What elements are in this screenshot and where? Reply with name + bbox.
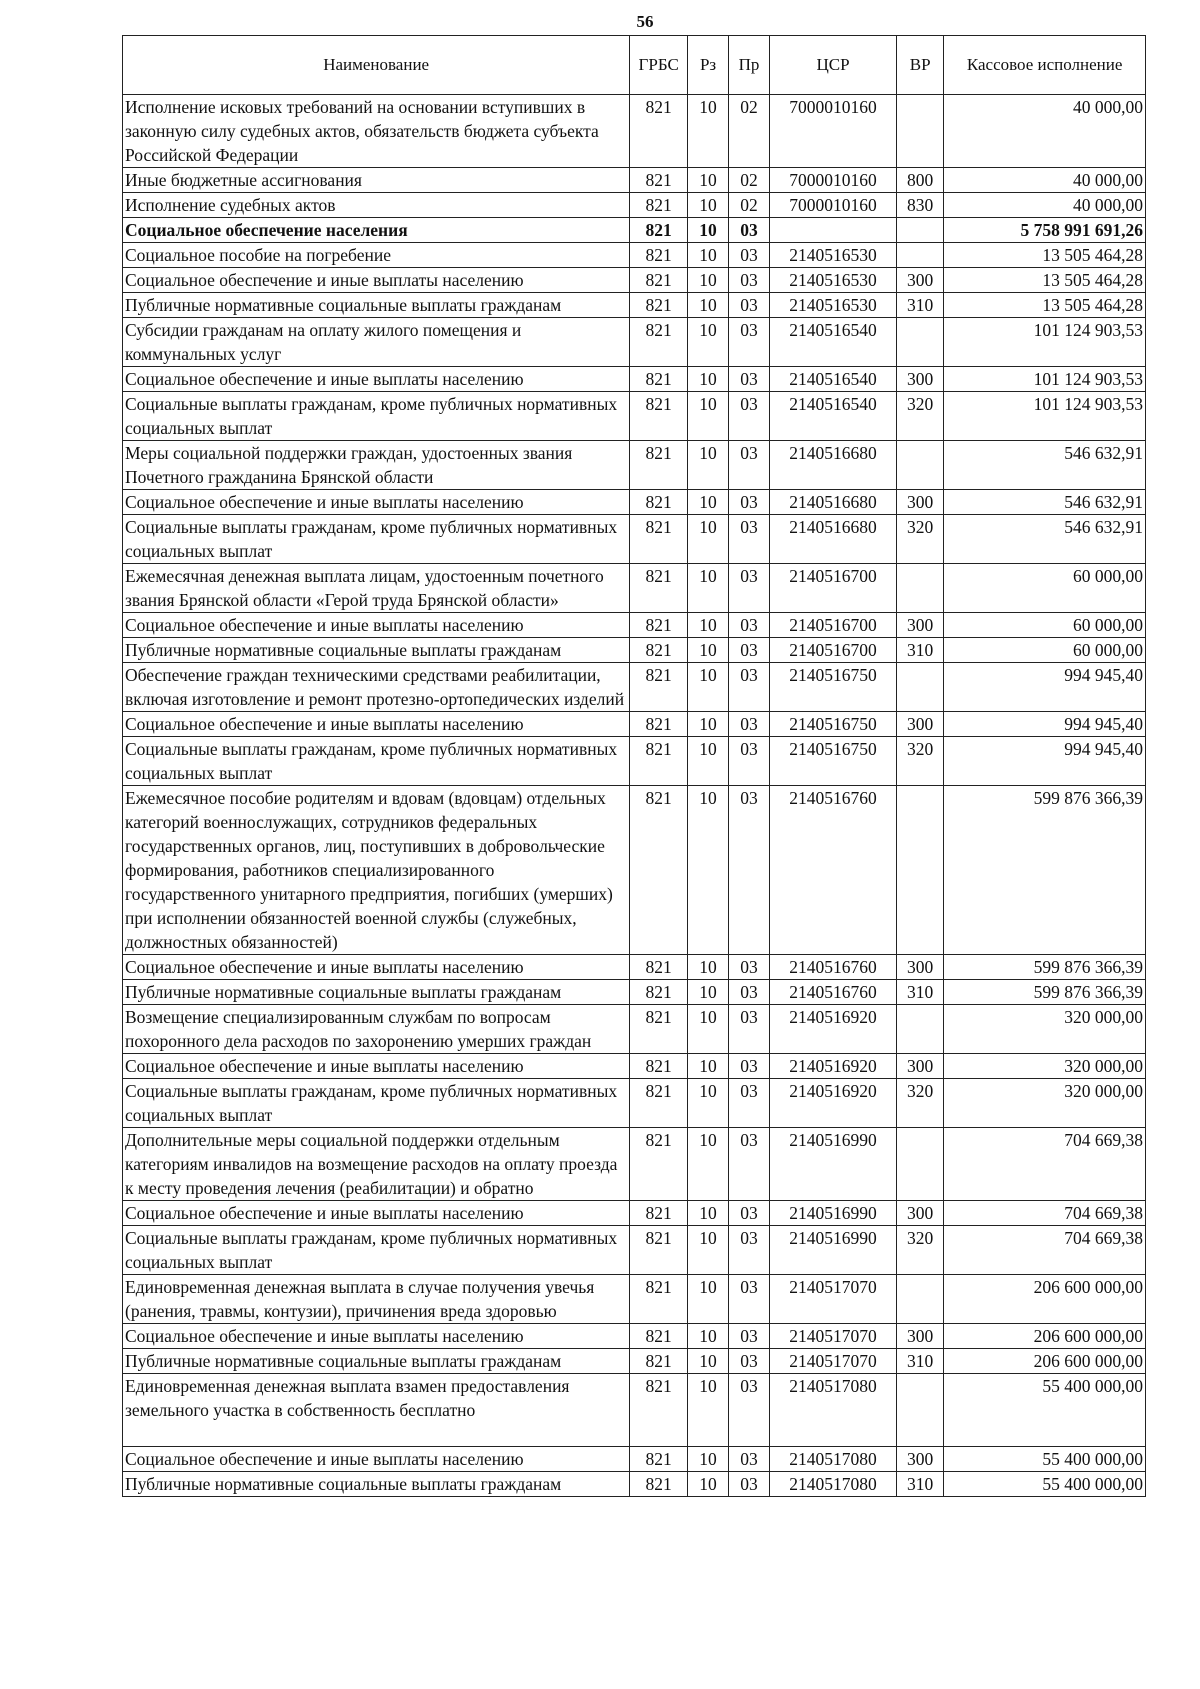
cell-csr: 7000010160 [769, 193, 896, 218]
cell-csr: 2140516530 [769, 268, 896, 293]
cell-rz: 10 [688, 1226, 729, 1275]
cell-rz: 10 [688, 1201, 729, 1226]
column-header-vr: ВР [897, 36, 944, 95]
cell-csr: 2140516750 [769, 663, 896, 712]
cell-rz: 10 [688, 168, 729, 193]
cell-name: Ежемесячная денежная выплата лицам, удостоенным почетного звания Брянской области «Герой труда Брянской области» [123, 564, 630, 613]
cell-rz: 10 [688, 318, 729, 367]
cell-grbs: 821 [630, 712, 688, 737]
cell-grbs: 821 [630, 663, 688, 712]
table-row [123, 712, 1146, 737]
cell-amount: 320 000,00 [944, 1079, 1146, 1128]
cell-pr: 03 [729, 1128, 770, 1201]
cell-pr: 03 [729, 1472, 770, 1497]
cell-pr: 03 [729, 293, 770, 318]
cell-rz: 10 [688, 268, 729, 293]
table-row [123, 638, 1146, 663]
cell-vr: 310 [897, 638, 944, 663]
cell-pr: 02 [729, 168, 770, 193]
table-row [123, 1054, 1146, 1079]
cell-grbs: 821 [630, 1079, 688, 1128]
cell-amount: 13 505 464,28 [944, 243, 1146, 268]
cell-pr: 03 [729, 613, 770, 638]
cell-vr [897, 95, 944, 168]
cell-name: Дополнительные меры социальной поддержки отдельным категориям инвалидов на возмещение расходов на оплату проезда к месту проведения лечения (реабилитации) и обратно [123, 1128, 630, 1201]
cell-pr: 03 [729, 1226, 770, 1275]
cell-csr: 2140516760 [769, 955, 896, 980]
cell-csr: 2140517070 [769, 1324, 896, 1349]
cell-rz: 10 [688, 1275, 729, 1324]
cell-name: Социальное обеспечение и иные выплаты населению [123, 367, 630, 392]
cell-amount: 40 000,00 [944, 193, 1146, 218]
cell-amount: 206 600 000,00 [944, 1349, 1146, 1374]
cell-csr: 2140516750 [769, 737, 896, 786]
cell-pr: 03 [729, 564, 770, 613]
cell-vr: 300 [897, 1447, 944, 1472]
cell-rz: 10 [688, 712, 729, 737]
cell-name: Социальные выплаты гражданам, кроме публичных нормативных социальных выплат [123, 392, 630, 441]
table-row [123, 243, 1146, 268]
cell-csr: 2140516680 [769, 515, 896, 564]
table-row [123, 1079, 1146, 1128]
cell-grbs: 821 [630, 955, 688, 980]
cell-amount: 40 000,00 [944, 95, 1146, 168]
cell-rz: 10 [688, 392, 729, 441]
table-row [123, 1374, 1146, 1447]
cell-rz: 10 [688, 613, 729, 638]
table-row [123, 95, 1146, 168]
cell-vr [897, 663, 944, 712]
cell-csr: 2140516750 [769, 712, 896, 737]
cell-grbs: 821 [630, 318, 688, 367]
cell-grbs: 821 [630, 613, 688, 638]
cell-vr: 320 [897, 1226, 944, 1275]
cell-vr: 320 [897, 1079, 944, 1128]
cell-name: Ежемесячное пособие родителям и вдовам (вдовцам) отдельных категорий военнослужащих, сотрудников федеральных государственных органов, лиц, поступивших в добровольческие формирования, работников специализированного государственного унитарного предприятия, погибших (умерших) при исполнении обязанностей военной службы (служебных, должностных обязанностей) [123, 786, 630, 955]
cell-csr: 2140516540 [769, 392, 896, 441]
cell-amount: 55 400 000,00 [944, 1447, 1146, 1472]
cell-grbs: 821 [630, 1275, 688, 1324]
cell-name: Публичные нормативные социальные выплаты гражданам [123, 293, 630, 318]
table-row [123, 955, 1146, 980]
cell-csr: 2140516920 [769, 1005, 896, 1054]
cell-grbs: 821 [630, 490, 688, 515]
cell-amount: 704 669,38 [944, 1226, 1146, 1275]
cell-name: Социальное обеспечение и иные выплаты населению [123, 268, 630, 293]
cell-amount: 101 124 903,53 [944, 367, 1146, 392]
cell-amount: 546 632,91 [944, 515, 1146, 564]
cell-vr [897, 1128, 944, 1201]
cell-csr: 2140517070 [769, 1275, 896, 1324]
cell-grbs: 821 [630, 1005, 688, 1054]
cell-csr [769, 218, 896, 243]
table-row [123, 218, 1146, 243]
table-row [123, 490, 1146, 515]
cell-amount: 546 632,91 [944, 490, 1146, 515]
table-row [123, 193, 1146, 218]
cell-grbs: 821 [630, 1226, 688, 1275]
cell-rz: 10 [688, 1005, 729, 1054]
cell-amount: 206 600 000,00 [944, 1324, 1146, 1349]
cell-vr [897, 218, 944, 243]
cell-name: Социальное обеспечение и иные выплаты населению [123, 490, 630, 515]
cell-grbs: 821 [630, 1324, 688, 1349]
cell-vr [897, 441, 944, 490]
cell-name: Обеспечение граждан техническими средствами реабилитации, включая изготовление и ремонт протезно-ортопедических изделий [123, 663, 630, 712]
cell-vr [897, 786, 944, 955]
cell-grbs: 821 [630, 564, 688, 613]
cell-pr: 03 [729, 318, 770, 367]
cell-rz: 10 [688, 193, 729, 218]
cell-pr: 03 [729, 1005, 770, 1054]
budget-execution-table [122, 35, 1146, 1497]
table-row [123, 441, 1146, 490]
cell-rz: 10 [688, 243, 729, 268]
cell-name: Исполнение исковых требований на основании вступивших в законную силу судебных актов, обязательств бюджета субъекта Российской Федерации [123, 95, 630, 168]
cell-csr: 2140516990 [769, 1128, 896, 1201]
cell-pr: 03 [729, 1324, 770, 1349]
table-row [123, 293, 1146, 318]
cell-csr: 2140516990 [769, 1201, 896, 1226]
cell-grbs: 821 [630, 293, 688, 318]
cell-csr: 2140516540 [769, 367, 896, 392]
cell-amount: 320 000,00 [944, 1005, 1146, 1054]
cell-vr [897, 1275, 944, 1324]
cell-vr: 310 [897, 293, 944, 318]
cell-name: Социальное обеспечение населения [123, 218, 630, 243]
cell-grbs: 821 [630, 1054, 688, 1079]
cell-grbs: 821 [630, 1201, 688, 1226]
cell-csr: 2140516990 [769, 1226, 896, 1275]
cell-amount: 206 600 000,00 [944, 1275, 1146, 1324]
table-row [123, 1349, 1146, 1374]
cell-pr: 03 [729, 367, 770, 392]
cell-grbs: 821 [630, 737, 688, 786]
cell-amount: 13 505 464,28 [944, 293, 1146, 318]
cell-vr: 300 [897, 1201, 944, 1226]
cell-name: Иные бюджетные ассигнования [123, 168, 630, 193]
cell-csr: 2140516540 [769, 318, 896, 367]
cell-name: Публичные нормативные социальные выплаты гражданам [123, 980, 630, 1005]
cell-grbs: 821 [630, 1349, 688, 1374]
column-header-amount: Кассовое исполнение [944, 36, 1146, 95]
cell-amount: 704 669,38 [944, 1201, 1146, 1226]
cell-vr: 300 [897, 367, 944, 392]
table-row [123, 1201, 1146, 1226]
cell-rz: 10 [688, 515, 729, 564]
table-body [123, 95, 1146, 1497]
cell-pr: 03 [729, 786, 770, 955]
cell-rz: 10 [688, 441, 729, 490]
cell-rz: 10 [688, 663, 729, 712]
table-row [123, 786, 1146, 955]
cell-grbs: 821 [630, 515, 688, 564]
cell-vr: 320 [897, 515, 944, 564]
cell-pr: 03 [729, 638, 770, 663]
cell-rz: 10 [688, 1447, 729, 1472]
cell-amount: 60 000,00 [944, 638, 1146, 663]
cell-grbs: 821 [630, 1447, 688, 1472]
table-row [123, 1447, 1146, 1472]
cell-name: Социальные выплаты гражданам, кроме публичных нормативных социальных выплат [123, 515, 630, 564]
cell-pr: 03 [729, 1054, 770, 1079]
cell-amount: 40 000,00 [944, 168, 1146, 193]
table-row [123, 613, 1146, 638]
cell-pr: 03 [729, 1275, 770, 1324]
cell-grbs: 821 [630, 786, 688, 955]
cell-grbs: 821 [630, 441, 688, 490]
cell-csr: 2140517070 [769, 1349, 896, 1374]
cell-amount: 60 000,00 [944, 613, 1146, 638]
cell-grbs: 821 [630, 1128, 688, 1201]
cell-vr: 300 [897, 613, 944, 638]
cell-csr: 2140516700 [769, 638, 896, 663]
column-header-rz: Рз [688, 36, 729, 95]
cell-name: Социальное обеспечение и иные выплаты населению [123, 613, 630, 638]
cell-rz: 10 [688, 955, 729, 980]
cell-name: Публичные нормативные социальные выплаты гражданам [123, 638, 630, 663]
cell-grbs: 821 [630, 367, 688, 392]
table-row [123, 168, 1146, 193]
table-row [123, 1472, 1146, 1497]
table-row [123, 980, 1146, 1005]
cell-csr: 2140516700 [769, 564, 896, 613]
cell-rz: 10 [688, 218, 729, 243]
cell-grbs: 821 [630, 95, 688, 168]
cell-amount: 704 669,38 [944, 1128, 1146, 1201]
cell-amount: 13 505 464,28 [944, 268, 1146, 293]
table-row [123, 564, 1146, 613]
cell-amount: 994 945,40 [944, 737, 1146, 786]
cell-name: Социальное пособие на погребение [123, 243, 630, 268]
cell-rz: 10 [688, 980, 729, 1005]
cell-pr: 03 [729, 1447, 770, 1472]
cell-name: Единовременная денежная выплата в случае получения увечья (ранения, травмы, контузии), причинения вреда здоровью [123, 1275, 630, 1324]
cell-rz: 10 [688, 1349, 729, 1374]
cell-csr: 2140516680 [769, 441, 896, 490]
cell-csr: 2140516680 [769, 490, 896, 515]
cell-amount: 55 400 000,00 [944, 1374, 1146, 1447]
cell-name: Единовременная денежная выплата взамен предоставления земельного участка в собственность бесплатно [123, 1374, 630, 1447]
cell-rz: 10 [688, 1128, 729, 1201]
cell-csr: 2140516760 [769, 786, 896, 955]
table-row [123, 737, 1146, 786]
cell-csr: 2140516920 [769, 1054, 896, 1079]
cell-amount: 60 000,00 [944, 564, 1146, 613]
cell-amount: 101 124 903,53 [944, 318, 1146, 367]
column-header-name: Наименование [123, 36, 630, 95]
cell-pr: 03 [729, 1201, 770, 1226]
cell-pr: 03 [729, 712, 770, 737]
cell-rz: 10 [688, 737, 729, 786]
table-row [123, 1128, 1146, 1201]
cell-name: Социальное обеспечение и иные выплаты населению [123, 1201, 630, 1226]
cell-amount: 101 124 903,53 [944, 392, 1146, 441]
cell-name: Публичные нормативные социальные выплаты гражданам [123, 1349, 630, 1374]
cell-vr: 320 [897, 392, 944, 441]
cell-pr: 03 [729, 1374, 770, 1447]
cell-pr: 03 [729, 243, 770, 268]
cell-rz: 10 [688, 786, 729, 955]
cell-amount: 994 945,40 [944, 712, 1146, 737]
cell-name: Социальное обеспечение и иные выплаты населению [123, 1324, 630, 1349]
cell-pr: 03 [729, 218, 770, 243]
cell-amount: 599 876 366,39 [944, 955, 1146, 980]
cell-amount: 320 000,00 [944, 1054, 1146, 1079]
cell-name: Исполнение судебных актов [123, 193, 630, 218]
cell-rz: 10 [688, 293, 729, 318]
cell-rz: 10 [688, 95, 729, 168]
cell-name: Меры социальной поддержки граждан, удостоенных звания Почетного гражданина Брянской области [123, 441, 630, 490]
table-row [123, 268, 1146, 293]
cell-vr: 300 [897, 268, 944, 293]
cell-vr: 310 [897, 1472, 944, 1497]
cell-amount: 5 758 991 691,26 [944, 218, 1146, 243]
cell-vr [897, 243, 944, 268]
cell-csr: 2140517080 [769, 1374, 896, 1447]
cell-grbs: 821 [630, 168, 688, 193]
cell-csr: 2140516530 [769, 243, 896, 268]
table-row [123, 367, 1146, 392]
cell-rz: 10 [688, 1079, 729, 1128]
cell-vr: 310 [897, 980, 944, 1005]
cell-amount: 546 632,91 [944, 441, 1146, 490]
cell-pr: 03 [729, 268, 770, 293]
cell-rz: 10 [688, 564, 729, 613]
column-header-pr: Пр [729, 36, 770, 95]
cell-name: Возмещение специализированным службам по вопросам похоронного дела расходов по захоронению умерших граждан [123, 1005, 630, 1054]
cell-pr: 02 [729, 95, 770, 168]
cell-pr: 03 [729, 955, 770, 980]
cell-csr: 2140516700 [769, 613, 896, 638]
cell-name: Субсидии гражданам на оплату жилого помещения и коммунальных услуг [123, 318, 630, 367]
cell-vr [897, 1005, 944, 1054]
cell-pr: 02 [729, 193, 770, 218]
cell-amount: 994 945,40 [944, 663, 1146, 712]
cell-rz: 10 [688, 1374, 729, 1447]
cell-grbs: 821 [630, 1374, 688, 1447]
cell-rz: 10 [688, 1054, 729, 1079]
cell-amount: 599 876 366,39 [944, 980, 1146, 1005]
cell-name: Социальное обеспечение и иные выплаты населению [123, 712, 630, 737]
cell-pr: 03 [729, 1349, 770, 1374]
page-number: 56 [636, 12, 654, 31]
cell-csr: 7000010160 [769, 168, 896, 193]
cell-rz: 10 [688, 1472, 729, 1497]
cell-vr: 300 [897, 712, 944, 737]
cell-amount: 55 400 000,00 [944, 1472, 1146, 1497]
cell-pr: 03 [729, 441, 770, 490]
cell-vr: 300 [897, 1054, 944, 1079]
cell-grbs: 821 [630, 268, 688, 293]
cell-grbs: 821 [630, 980, 688, 1005]
table-row [123, 318, 1146, 367]
cell-vr: 310 [897, 1349, 944, 1374]
cell-vr: 300 [897, 490, 944, 515]
cell-rz: 10 [688, 1324, 729, 1349]
cell-name: Социальные выплаты гражданам, кроме публичных нормативных социальных выплат [123, 1079, 630, 1128]
cell-grbs: 821 [630, 1472, 688, 1497]
cell-csr: 2140516530 [769, 293, 896, 318]
cell-pr: 03 [729, 490, 770, 515]
cell-rz: 10 [688, 638, 729, 663]
cell-name: Социальное обеспечение и иные выплаты населению [123, 1054, 630, 1079]
cell-pr: 03 [729, 1079, 770, 1128]
column-header-grbs: ГРБС [630, 36, 688, 95]
cell-pr: 03 [729, 663, 770, 712]
table-row [123, 1226, 1146, 1275]
cell-name: Публичные нормативные социальные выплаты гражданам [123, 1472, 630, 1497]
table-row [123, 1324, 1146, 1349]
cell-pr: 03 [729, 515, 770, 564]
cell-rz: 10 [688, 490, 729, 515]
cell-pr: 03 [729, 392, 770, 441]
cell-grbs: 821 [630, 392, 688, 441]
cell-amount: 599 876 366,39 [944, 786, 1146, 955]
cell-grbs: 821 [630, 218, 688, 243]
cell-name: Социальное обеспечение и иные выплаты населению [123, 955, 630, 980]
cell-csr: 2140516760 [769, 980, 896, 1005]
cell-csr: 2140516920 [769, 1079, 896, 1128]
cell-vr [897, 564, 944, 613]
cell-csr: 7000010160 [769, 95, 896, 168]
cell-grbs: 821 [630, 638, 688, 663]
cell-vr: 800 [897, 168, 944, 193]
cell-pr: 03 [729, 980, 770, 1005]
cell-rz: 10 [688, 367, 729, 392]
cell-vr: 320 [897, 737, 944, 786]
table-row [123, 1275, 1146, 1324]
cell-name: Социальные выплаты гражданам, кроме публичных нормативных социальных выплат [123, 737, 630, 786]
table-row [123, 515, 1146, 564]
cell-vr [897, 318, 944, 367]
cell-vr: 300 [897, 1324, 944, 1349]
cell-csr: 2140517080 [769, 1472, 896, 1497]
table-row [123, 1005, 1146, 1054]
table-header-row [123, 36, 1146, 95]
cell-csr: 2140517080 [769, 1447, 896, 1472]
table-row [123, 392, 1146, 441]
cell-vr [897, 1374, 944, 1447]
column-header-csr: ЦСР [769, 36, 896, 95]
cell-grbs: 821 [630, 243, 688, 268]
cell-vr: 300 [897, 955, 944, 980]
table-row [123, 663, 1146, 712]
cell-pr: 03 [729, 737, 770, 786]
cell-name: Социальное обеспечение и иные выплаты населению [123, 1447, 630, 1472]
cell-grbs: 821 [630, 193, 688, 218]
cell-name: Социальные выплаты гражданам, кроме публичных нормативных социальных выплат [123, 1226, 630, 1275]
cell-vr: 830 [897, 193, 944, 218]
